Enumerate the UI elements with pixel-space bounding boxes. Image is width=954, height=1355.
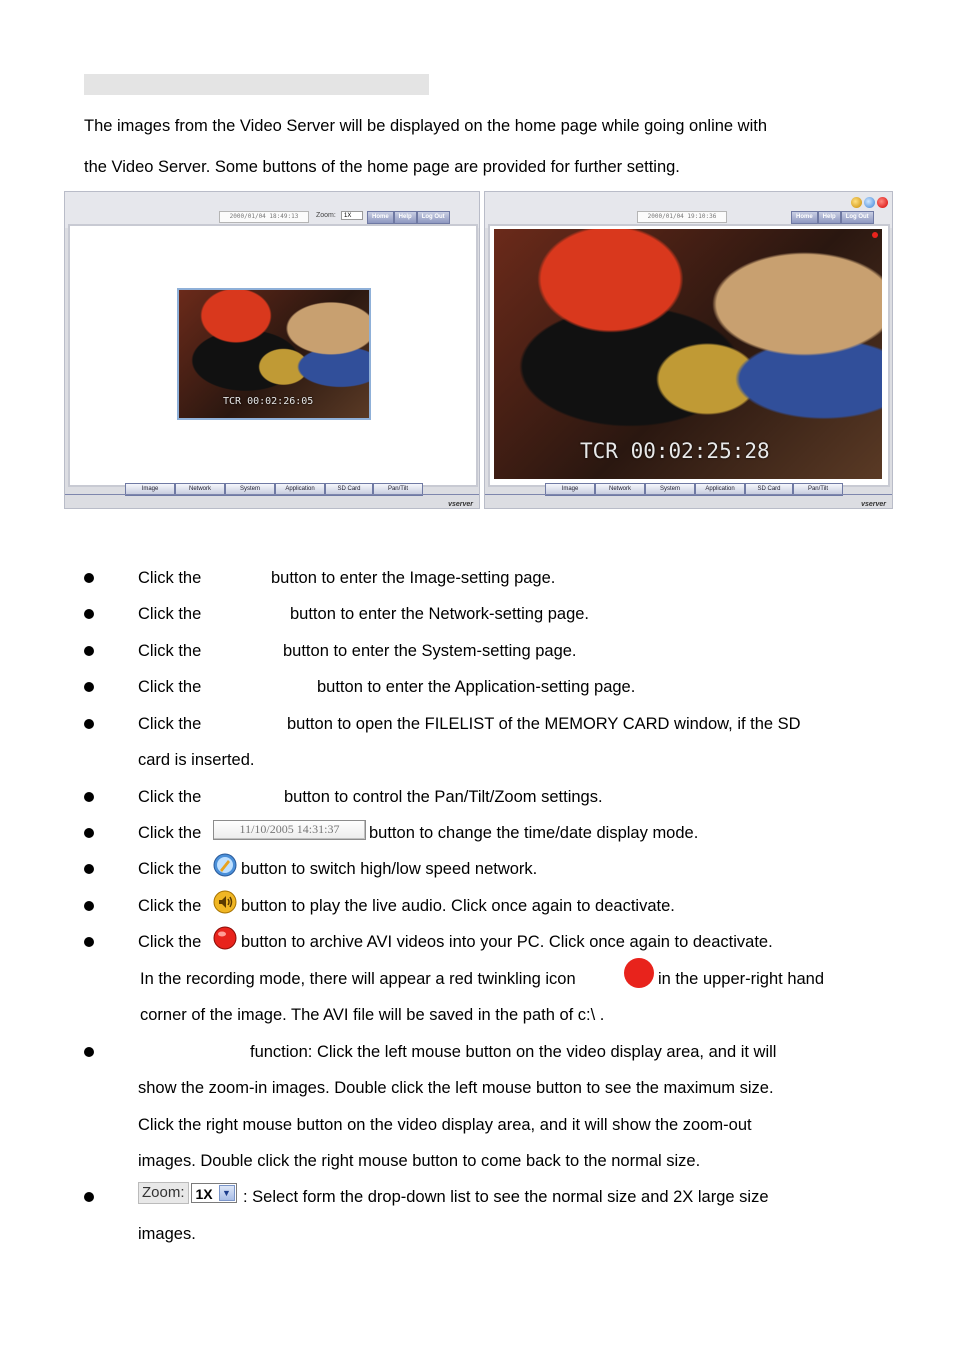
intro-line-1: The images from the Video Server will be displayed on the home page while going online with xyxy=(84,117,768,135)
brand-logo: vserver xyxy=(861,501,886,508)
bullet-text-pre: Click the xyxy=(138,605,202,623)
bullet-text-continued: in the upper-right hand xyxy=(658,970,825,988)
list-item-sd-card-cont xyxy=(0,748,954,772)
bullet-text-pre: Click the xyxy=(138,788,202,806)
list-item-zoom-select-cont xyxy=(0,1222,954,1246)
zoom-label: Zoom: xyxy=(316,212,336,219)
video-frame[interactable] xyxy=(177,288,371,420)
home-button[interactable]: Home xyxy=(791,211,818,224)
bullet-icon xyxy=(84,937,94,947)
logout-button[interactable]: Log Out xyxy=(841,211,874,224)
list-item-record-cont-2 xyxy=(0,1003,954,1027)
bullet-text-continued: corner of the image. The AVI file will be saved in the path of c:\ . xyxy=(140,1006,605,1024)
bullet-text-post: button to change the time/date display mode. xyxy=(369,824,699,842)
tab-application[interactable]: Application xyxy=(695,483,745,496)
bullet-text-post: button to enter the Application-setting page. xyxy=(317,678,636,696)
bullet-text-continued: card is inserted. xyxy=(138,751,255,769)
bullet-text-post: button to play the live audio. Click once again to deactivate. xyxy=(241,897,675,915)
top-nav xyxy=(791,211,874,222)
bullet-text-post: button to control the Pan/Tilt/Zoom settings. xyxy=(284,788,603,806)
zoom-select-value: 1X xyxy=(195,1186,213,1202)
timestamp-button[interactable]: 11/10/2005 14:31:37 xyxy=(213,820,366,840)
list-item-audio xyxy=(0,894,954,918)
audio-icon[interactable] xyxy=(851,197,862,208)
list-item-system xyxy=(0,639,954,663)
bottom-tab-bar xyxy=(125,483,423,494)
bullet-text-continued: In the recording mode, there will appear a red twinkling icon xyxy=(140,970,576,988)
intro-line-2: the Video Server. Some buttons of the home page are provided for further setting. xyxy=(84,158,680,176)
bullet-icon xyxy=(84,792,94,802)
help-button[interactable]: Help xyxy=(394,211,417,224)
chevron-down-icon[interactable]: ▼ xyxy=(219,1185,235,1201)
zoom-select[interactable] xyxy=(191,1183,237,1203)
tab-network[interactable]: Network xyxy=(595,483,645,496)
bullet-text-continued: images. xyxy=(138,1225,196,1243)
bullet-text-continued: show the zoom-in images. Double click the left mouse button to see the maximum size. xyxy=(138,1079,774,1097)
bullet-text-post: button to enter the System-setting page. xyxy=(283,642,577,660)
list-item-timestamp xyxy=(0,821,954,845)
tab-sd-card[interactable]: SD Card xyxy=(325,483,373,496)
bullet-text-pre: Click the xyxy=(138,642,202,660)
tab-application[interactable]: Application xyxy=(275,483,325,496)
bottom-tab-bar xyxy=(545,483,843,494)
bullet-text-pre: Click the xyxy=(138,678,202,696)
record-icon[interactable] xyxy=(213,926,237,950)
help-button[interactable]: Help xyxy=(818,211,841,224)
tab-network[interactable]: Network xyxy=(175,483,225,496)
video-display-area[interactable] xyxy=(488,224,890,487)
recording-indicator-icon xyxy=(872,232,878,238)
video-display-area[interactable] xyxy=(68,224,478,487)
bullet-icon xyxy=(84,646,94,656)
top-nav xyxy=(367,211,450,222)
bullet-text-pre: Click the xyxy=(138,933,202,951)
tab-system[interactable]: System xyxy=(645,483,695,496)
bullet-icon xyxy=(84,719,94,729)
tab-sd-card[interactable]: SD Card xyxy=(745,483,793,496)
zoom-select[interactable]: 1X xyxy=(341,211,363,220)
video-timecode: TCR 00:02:26:05 xyxy=(223,396,314,407)
bullet-icon xyxy=(84,573,94,583)
homepage-screenshot-zoomed xyxy=(484,191,893,509)
list-item-network-speed xyxy=(0,857,954,881)
network-speed-icon[interactable] xyxy=(864,197,875,208)
top-right-icons xyxy=(851,197,888,208)
tab-system[interactable]: System xyxy=(225,483,275,496)
bullet-text-pre: Click the xyxy=(138,715,202,733)
footer-divider xyxy=(65,494,479,495)
video-frame[interactable] xyxy=(494,229,882,479)
bullet-text-post: button to switch high/low speed network. xyxy=(241,860,538,878)
list-item-zoom-cont-2 xyxy=(0,1113,954,1137)
speaker-icon[interactable] xyxy=(213,890,237,914)
tab-image[interactable]: Image xyxy=(545,483,595,496)
homepage-screenshot-normal xyxy=(64,191,480,509)
logout-button[interactable]: Log Out xyxy=(417,211,450,224)
list-item-record-cont-1 xyxy=(0,967,954,991)
record-icon[interactable] xyxy=(877,197,888,208)
bullet-text-post: : Select form the drop-down list to see the normal size and 2X large size xyxy=(243,1188,769,1206)
zoom-label: Zoom: xyxy=(138,1182,189,1204)
bullet-text-continued: images. Double click the right mouse button to come back to the normal size. xyxy=(138,1152,701,1170)
bullet-icon xyxy=(84,609,94,619)
bullet-icon xyxy=(84,864,94,874)
bullet-text-continued: Click the right mouse button on the video display area, and it will show the zoom-out xyxy=(138,1116,752,1134)
bullet-text-pre: Click the xyxy=(138,569,202,587)
bullet-text-pre: Click the xyxy=(138,860,202,878)
list-item-network xyxy=(0,602,954,626)
bullet-icon xyxy=(84,901,94,911)
bullet-text-post: function: Click the left mouse button on the video display area, and it will xyxy=(250,1043,777,1061)
list-item-image xyxy=(0,566,954,590)
bullet-text-post: button to enter the Network-setting page. xyxy=(290,605,590,623)
tab-image[interactable]: Image xyxy=(125,483,175,496)
network-speed-icon[interactable] xyxy=(213,853,237,877)
list-item-zoom-cont-1 xyxy=(0,1076,954,1100)
bullet-text-post: button to open the FILELIST of the MEMORY CARD window, if the SD xyxy=(287,715,801,733)
timestamp-display[interactable]: 2000/01/04 19:10:36 xyxy=(637,211,727,223)
list-item-sd-card xyxy=(0,712,954,736)
bullet-text-pre: Click the xyxy=(138,824,202,842)
bullet-icon xyxy=(84,1192,94,1202)
list-item-zoom-function xyxy=(0,1040,954,1064)
list-item-zoom-cont-3 xyxy=(0,1149,954,1173)
list-item-pan-tilt xyxy=(0,785,954,809)
list-item-record xyxy=(0,930,954,954)
bullet-icon xyxy=(84,828,94,838)
footer-divider xyxy=(485,494,892,495)
list-item-zoom-select xyxy=(0,1185,954,1209)
bullet-icon xyxy=(84,1047,94,1057)
timestamp-display[interactable]: 2000/01/04 18:49:13 xyxy=(219,211,309,223)
brand-logo: vserver xyxy=(448,501,473,508)
bullet-text-pre: Click the xyxy=(138,897,202,915)
bullet-text-post: button to archive AVI videos into your PC. Click once again to deactivate. xyxy=(241,933,773,951)
bullet-icon xyxy=(84,682,94,692)
bullet-text-post: button to enter the Image-setting page. xyxy=(271,569,556,587)
tab-pan-tilt[interactable]: Pan/Tilt xyxy=(373,483,423,496)
section-title-placeholder xyxy=(84,74,429,95)
zoom-control xyxy=(138,1182,237,1204)
video-timecode: TCR 00:02:25:28 xyxy=(580,439,770,463)
list-item-application xyxy=(0,675,954,699)
tab-pan-tilt[interactable]: Pan/Tilt xyxy=(793,483,843,496)
home-button[interactable]: Home xyxy=(367,211,394,224)
red-twinkling-icon xyxy=(624,958,654,988)
